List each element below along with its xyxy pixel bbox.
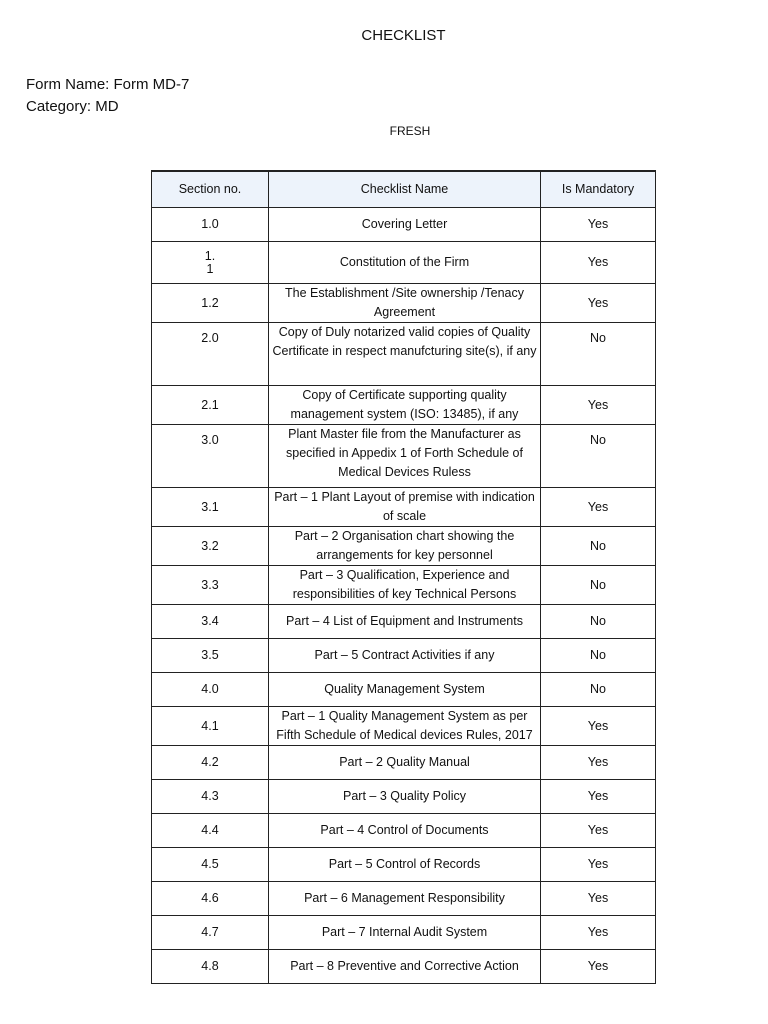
is-mandatory-cell: Yes	[541, 882, 656, 916]
table-row	[152, 242, 656, 284]
checklist-name-cell: Part – 3 Quality Policy	[269, 780, 541, 814]
is-mandatory-cell: Yes	[541, 848, 656, 882]
section-number-cell: 1.0	[152, 208, 269, 242]
section-number-cell: 4.5	[152, 848, 269, 882]
checklist-name-cell: Copy of Duly notarized valid copies of Quality Certificate in respect manufcturing site(s), if any	[269, 323, 541, 386]
checklist-name-cell: The Establishment /Site ownership /Tenacy Agreement	[269, 284, 541, 323]
section-number-cell: 3.0	[152, 425, 269, 488]
is-mandatory-cell: No	[541, 605, 656, 639]
table-row	[152, 916, 656, 950]
checklist-name-cell: Part – 5 Control of Records	[269, 848, 541, 882]
checklist-name-cell: Part – 7 Internal Audit System	[269, 916, 541, 950]
table-row	[152, 673, 656, 707]
checklist-table	[151, 170, 656, 984]
checklist-name-cell: Plant Master file from the Manufacturer as specified in Appedix 1 of Forth Schedule of Medical Devices Ruless	[269, 425, 541, 488]
table-header-row	[152, 171, 656, 208]
is-mandatory-cell: No	[541, 425, 656, 488]
section-number-cell: 4.6	[152, 882, 269, 916]
checklist-name-cell: Part – 5 Contract Activities if any	[269, 639, 541, 673]
checklist-name-cell: Part – 1 Quality Management System as per Fifth Schedule of Medical devices Rules, 2017	[269, 707, 541, 746]
is-mandatory-cell: Yes	[541, 208, 656, 242]
section-number-cell: 3.5	[152, 639, 269, 673]
section-number-cell: 3.3	[152, 566, 269, 605]
is-mandatory-cell: Yes	[541, 707, 656, 746]
table-row	[152, 746, 656, 780]
table-body	[152, 208, 656, 984]
is-mandatory-cell: No	[541, 527, 656, 566]
section-number-cell: 4.8	[152, 950, 269, 984]
table-row	[152, 707, 656, 746]
is-mandatory-cell: Yes	[541, 242, 656, 284]
category-line: Category: MD	[26, 98, 119, 115]
section-number-cell: 4.0	[152, 673, 269, 707]
section-number-cell: 4.4	[152, 814, 269, 848]
section-number-cell: 4.2	[152, 746, 269, 780]
document-title: CHECKLIST	[361, 27, 446, 44]
is-mandatory-cell: No	[541, 673, 656, 707]
is-mandatory-cell: Yes	[541, 814, 656, 848]
checklist-name-cell: Part – 3 Qualification, Experience and responsibilities of key Technical Persons	[269, 566, 541, 605]
section-number-cell: 3.2	[152, 527, 269, 566]
is-mandatory-cell: Yes	[541, 284, 656, 323]
document-subtitle: FRESH	[389, 124, 431, 138]
table-row	[152, 780, 656, 814]
section-number-cell: 4.1	[152, 707, 269, 746]
table-row	[152, 323, 656, 386]
table-row	[152, 386, 656, 425]
table-row	[152, 488, 656, 527]
table-row	[152, 814, 656, 848]
is-mandatory-cell: No	[541, 566, 656, 605]
form-name-line: Form Name: Form MD-7	[26, 76, 190, 93]
is-mandatory-cell: Yes	[541, 488, 656, 527]
is-mandatory-cell: Yes	[541, 950, 656, 984]
header-is-mandatory: Is Mandatory	[541, 171, 656, 208]
section-number-cell: 1.2	[152, 284, 269, 323]
checklist-name-cell: Part – 2 Quality Manual	[269, 746, 541, 780]
section-number-cell: 2.0	[152, 323, 269, 386]
table-row	[152, 605, 656, 639]
checklist-name-cell: Part – 4 List of Equipment and Instruments	[269, 605, 541, 639]
checklist-name-cell: Quality Management System	[269, 673, 541, 707]
checklist-name-cell: Part – 6 Management Responsibility	[269, 882, 541, 916]
section-number-cell: 1. 1	[152, 242, 269, 284]
table-row	[152, 950, 656, 984]
table-row	[152, 566, 656, 605]
checklist-name-cell: Constitution of the Firm	[269, 242, 541, 284]
checklist-name-cell: Part – 2 Organisation chart showing the arrangements for key personnel	[269, 527, 541, 566]
table-row	[152, 848, 656, 882]
table-row	[152, 284, 656, 323]
is-mandatory-cell: No	[541, 323, 656, 386]
table-row	[152, 208, 656, 242]
section-number-cell: 3.4	[152, 605, 269, 639]
checklist-name-cell: Part – 1 Plant Layout of premise with indication of scale	[269, 488, 541, 527]
is-mandatory-cell: Yes	[541, 780, 656, 814]
section-number-cell: 4.3	[152, 780, 269, 814]
checklist-name-cell: Covering Letter	[269, 208, 541, 242]
checklist-name-cell: Copy of Certificate supporting quality management system (ISO: 13485), if any	[269, 386, 541, 425]
checklist-name-cell: Part – 8 Preventive and Corrective Action	[269, 950, 541, 984]
is-mandatory-cell: Yes	[541, 386, 656, 425]
is-mandatory-cell: Yes	[541, 746, 656, 780]
is-mandatory-cell: Yes	[541, 916, 656, 950]
is-mandatory-cell: No	[541, 639, 656, 673]
table-row	[152, 425, 656, 488]
section-number-cell: 4.7	[152, 916, 269, 950]
section-number-cell: 2.1	[152, 386, 269, 425]
header-section-no: Section no.	[152, 171, 269, 208]
table-row	[152, 882, 656, 916]
header-checklist-name: Checklist Name	[269, 171, 541, 208]
checklist-name-cell: Part – 4 Control of Documents	[269, 814, 541, 848]
table-row	[152, 639, 656, 673]
section-number-cell: 3.1	[152, 488, 269, 527]
table-row	[152, 527, 656, 566]
